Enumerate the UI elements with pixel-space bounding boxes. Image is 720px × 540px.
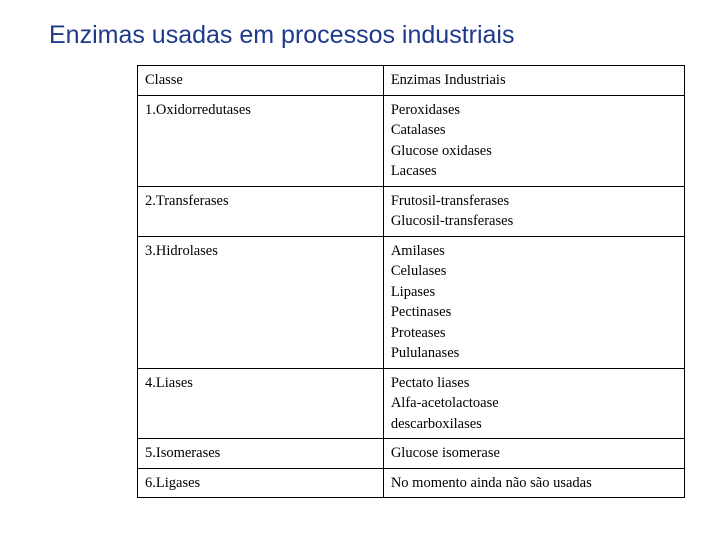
enzyme-item: Lacases xyxy=(390,163,437,179)
table-row xyxy=(138,439,685,469)
enzyme-item: Pectato liases xyxy=(390,374,470,391)
table-row xyxy=(138,186,685,236)
class-cell: 2.Transferases xyxy=(138,186,384,236)
class-cell: 4.Liases xyxy=(138,368,384,439)
enzyme-item: Glucosil-transferases xyxy=(390,213,514,229)
header-cell-enzymes: Enzimas Industriais xyxy=(383,66,684,96)
enzymes-cell xyxy=(383,368,684,439)
enzyme-table xyxy=(137,65,685,498)
table-header-row xyxy=(138,66,685,96)
table-row xyxy=(138,236,685,368)
class-cell: 5.Isomerases xyxy=(138,439,384,469)
enzyme-item: No momento ainda não são usadas xyxy=(390,474,592,491)
class-cell: 6.Ligases xyxy=(138,468,384,498)
table-row xyxy=(138,468,685,498)
enzymes-cell xyxy=(383,439,684,469)
enzyme-item: Celulases xyxy=(390,263,447,279)
enzyme-item: descarboxilases xyxy=(390,415,482,432)
enzyme-item: Pectinases xyxy=(390,304,452,320)
enzyme-item: Peroxidases xyxy=(390,101,461,118)
enzyme-item: Amilases xyxy=(390,242,445,259)
enzymes-cell xyxy=(383,95,684,186)
enzymes-cell xyxy=(383,236,684,368)
enzyme-item: Catalases xyxy=(390,122,446,138)
enzyme-item: Pululanases xyxy=(390,345,460,361)
enzyme-item: Alfa-acetolactoase xyxy=(390,395,499,411)
class-cell: 3.Hidrolases xyxy=(138,236,384,368)
enzyme-item: Proteases xyxy=(390,324,446,341)
slide-title: Enzimas usadas em processos industriais xyxy=(49,21,515,49)
class-cell: 1.Oxidorredutases xyxy=(138,95,384,186)
enzyme-item: Glucose isomerase xyxy=(390,445,500,461)
enzyme-item: Glucose oxidases xyxy=(390,142,492,159)
enzyme-item: Frutosil-transferases xyxy=(390,192,510,209)
enzymes-cell xyxy=(383,186,684,236)
enzyme-item: Lipases xyxy=(390,283,436,300)
header-cell-class: Classe xyxy=(138,66,384,96)
table-row xyxy=(138,95,685,186)
enzymes-cell xyxy=(383,468,684,498)
table-row xyxy=(138,368,685,439)
